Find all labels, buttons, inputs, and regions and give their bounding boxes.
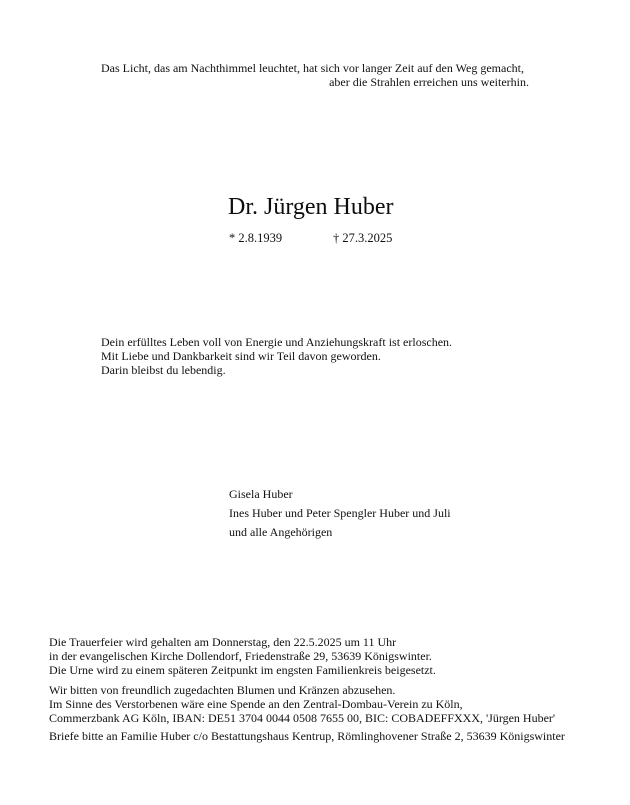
tribute-line: Dein erfülltes Leben voll von Energie und Anziehungskraft ist erloschen.	[101, 335, 453, 349]
deceased-name: Dr. Jürgen Huber	[228, 194, 394, 220]
donation-info-line: Commerzbank AG Köln, IBAN: DE51 3704 0044 0508 7655 00, BIC: COBADEFFXXX, 'Jürgen Huber'	[49, 711, 556, 725]
donation-info-line: Im Sinne des Verstorbenen wäre eine Spende an den Zentral-Dombau-Verein zu Köln,	[49, 697, 463, 711]
death-date: † 27.3.2025	[333, 231, 393, 245]
contact-address-line: Briefe bitte an Familie Huber c/o Bestattungshaus Kentrup, Römlinghovener Straße 2, 53639 Königswinter	[49, 729, 565, 743]
mourner-name: Gisela Huber	[229, 487, 293, 501]
donation-info-line: Wir bitten von freundlich zugedachten Blumen und Kränzen abzusehen.	[49, 683, 396, 697]
funeral-info-line: Die Trauerfeier wird gehalten am Donnerstag, den 22.5.2025 um 11 Uhr	[49, 635, 397, 649]
tribute-line: Darin bleibst du lebendig.	[101, 363, 226, 377]
birth-date: * 2.8.1939	[229, 231, 283, 245]
mourner-name: und alle Angehörigen	[229, 525, 333, 539]
mourner-name: Ines Huber und Peter Spengler Huber und Juli	[229, 506, 451, 520]
funeral-info-line: Die Urne wird zu einem späteren Zeitpunkt im engsten Familienkreis beigesetzt.	[49, 663, 436, 677]
tribute-line: Mit Liebe und Dankbarkeit sind wir Teil davon geworden.	[101, 349, 381, 363]
quote-line-2: aber die Strahlen erreichen uns weiterhin.	[329, 75, 529, 89]
quote-line-1: Das Licht, das am Nachthimmel leuchtet, hat sich vor langer Zeit auf den Weg gemacht,	[101, 61, 524, 75]
funeral-info-line: in der evangelischen Kirche Dollendorf, Friedenstraße 29, 53639 Königswinter.	[49, 649, 432, 663]
